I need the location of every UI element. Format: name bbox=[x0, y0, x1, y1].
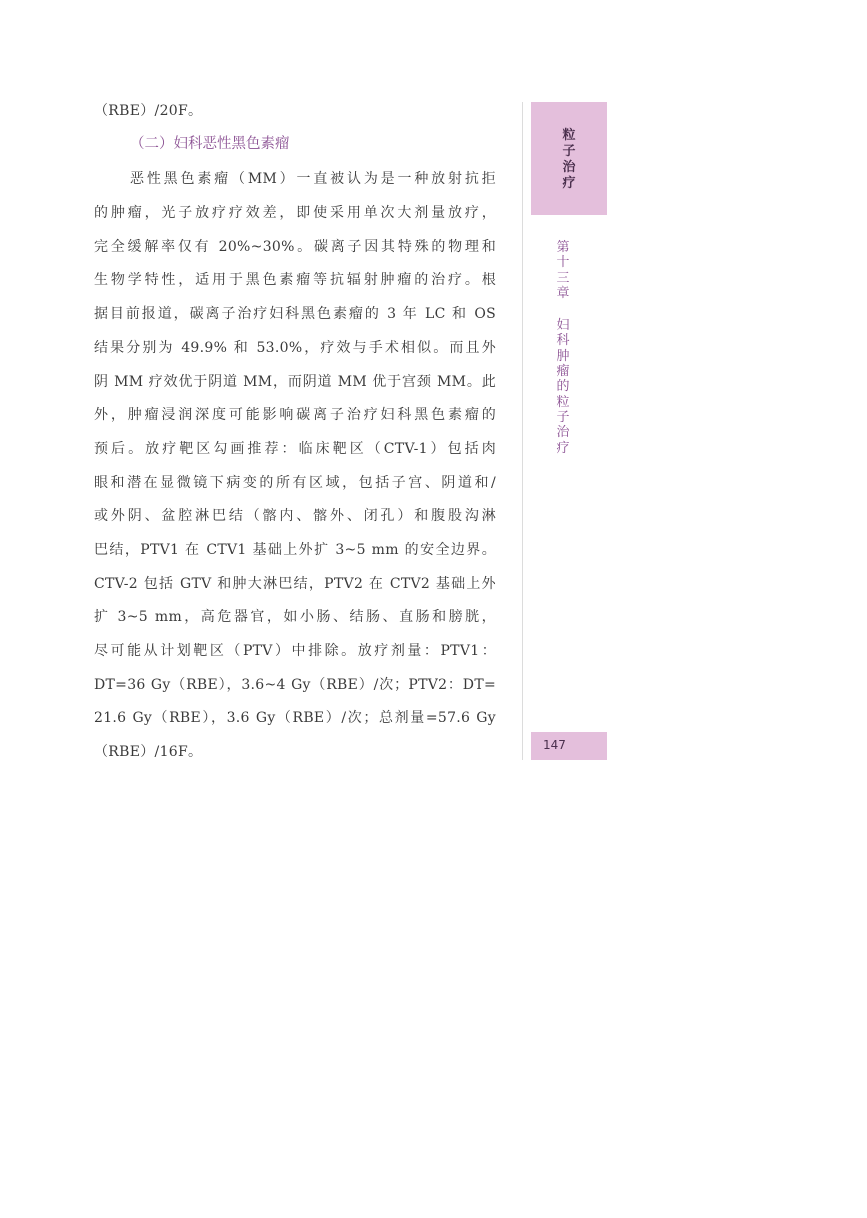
body-line: 扩 3~5 mm，高危器官，如小肠、结肠、直肠和膀胱， bbox=[94, 609, 496, 625]
body-line: 据目前报道，碳离子治疗妇科黑色素瘤的 3 年 LC 和 OS bbox=[94, 306, 496, 322]
body-line: DT=36 Gy（RBE），3.6~4 Gy（RBE）/次；PTV2：DT= bbox=[94, 677, 496, 693]
body-line: 的肿瘤，光子放疗疗效差，即使采用单次大剂量放疗， bbox=[94, 205, 496, 221]
body-line: 结果分别为 49.9% 和 53.0%，疗效与手术相似。而且外 bbox=[94, 340, 496, 356]
page-number: 147 bbox=[543, 738, 566, 752]
body-line: （RBE）/20F。 bbox=[94, 103, 203, 119]
body-line: 21.6 Gy（RBE），3.6 Gy（RBE）/次；总剂量=57.6 Gy bbox=[94, 710, 496, 726]
body-line: 预后。放疗靶区勾画推荐：临床靶区（CTV-1）包括肉 bbox=[94, 441, 496, 457]
body-line: 眼和潜在显微镜下病变的所有区域，包括子宫、阴道和/ bbox=[94, 475, 496, 491]
body-line: 恶性黑色素瘤（MM）一直被认为是一种放射抗拒 bbox=[130, 171, 496, 187]
body-line: 生物学特性，适用于黑色素瘤等抗辐射肿瘤的治疗。根 bbox=[94, 272, 496, 288]
body-line: （RBE）/16F。 bbox=[94, 744, 203, 760]
section-tab-label: 粒 子 治 疗 bbox=[562, 128, 576, 191]
body-line: CTV-2 包括 GTV 和肿大淋巴结，PTV2 在 CTV2 基础上外 bbox=[94, 576, 496, 592]
body-line: 阴 MM 疗效优于阴道 MM，而阴道 MM 优于宫颈 MM。此 bbox=[94, 374, 496, 390]
body-line: 尽可能从计划靶区（PTV）中排除。放疗剂量：PTV1： bbox=[94, 643, 496, 659]
chapter-title: 妇 科 肿 瘤 的 粒 子 治 疗 bbox=[556, 318, 570, 456]
body-line: 巴结，PTV1 在 CTV1 基础上外扩 3~5 mm 的安全边界。 bbox=[94, 542, 496, 558]
column-divider bbox=[522, 102, 523, 760]
body-line: 外，肿瘤浸润深度可能影响碳离子治疗妇科黑色素瘤的 bbox=[94, 407, 496, 423]
section-tab bbox=[531, 102, 607, 215]
body-line: 或外阴、盆腔淋巴结（髂内、髂外、闭孔）和腹股沟淋 bbox=[94, 508, 496, 524]
section-heading: （二）妇科恶性黑色素瘤 bbox=[130, 136, 290, 152]
page-number-tab bbox=[531, 732, 607, 760]
chapter-label bbox=[531, 240, 595, 456]
body-line: 完全缓解率仅有 20%~30%。碳离子因其特殊的物理和 bbox=[94, 239, 496, 255]
chapter-number: 第 十 三 章 bbox=[556, 240, 570, 301]
